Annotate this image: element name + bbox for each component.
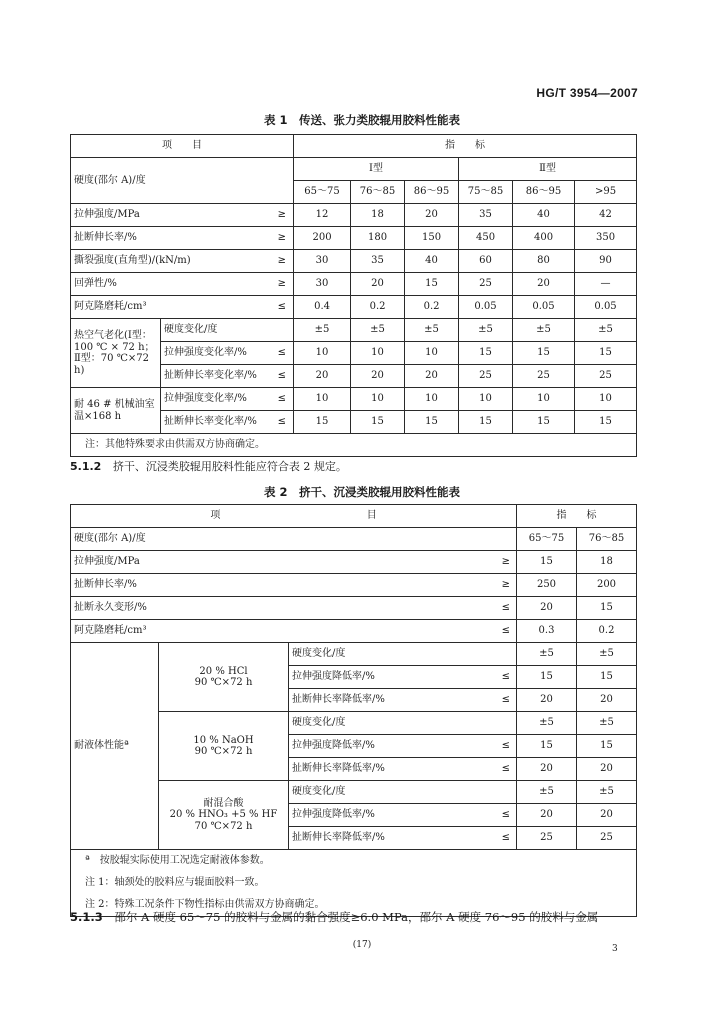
cell-value: 35 bbox=[459, 204, 513, 227]
cell-value: 200 bbox=[577, 574, 637, 597]
table1-title: 表 1 传送、张力类胶辊用胶料性能表 bbox=[263, 113, 460, 127]
row-label: 阿克隆磨耗/cm³ bbox=[71, 620, 464, 643]
row-symbol: ≥ bbox=[464, 551, 517, 574]
table2-note-row bbox=[71, 872, 637, 894]
cell-value: 0.05 bbox=[513, 296, 575, 319]
cell-value: 15 bbox=[405, 411, 459, 434]
row-symbol: ≤ bbox=[464, 804, 517, 827]
table2-index-header: 指 标 bbox=[517, 505, 637, 528]
cell-value: 10 bbox=[459, 388, 513, 411]
cell-value: 0.05 bbox=[459, 296, 513, 319]
row-label: 扯断伸长率降低率/% bbox=[289, 689, 464, 712]
cell-value: 25 bbox=[513, 365, 575, 388]
cell-value: 15 bbox=[517, 735, 577, 758]
table1-range: 65～75 bbox=[294, 181, 351, 204]
cell-value: 15 bbox=[459, 342, 513, 365]
table-row bbox=[71, 204, 637, 227]
cell-value: 35 bbox=[351, 250, 405, 273]
row-label: 硬度变化/度 bbox=[289, 781, 464, 804]
table-row bbox=[71, 296, 637, 319]
table1-range: 75～85 bbox=[459, 181, 513, 204]
cell-value: 15 bbox=[351, 411, 405, 434]
table1-header-row bbox=[71, 135, 637, 158]
cell-value: 250 bbox=[517, 574, 577, 597]
standard-code: HG/T 3954—2007 bbox=[536, 86, 638, 100]
row-label: 阿克隆磨耗/cm³ bbox=[71, 296, 271, 319]
row-label: 拉伸强度变化率/% bbox=[161, 342, 271, 365]
row-label: 硬度变化/度 bbox=[289, 712, 464, 735]
cell-value: 350 bbox=[575, 227, 637, 250]
cell-value: 25 bbox=[459, 365, 513, 388]
cell-value: 0.4 bbox=[294, 296, 351, 319]
cell-value: 10 bbox=[513, 388, 575, 411]
table-row bbox=[71, 643, 637, 666]
cell-value: 15 bbox=[577, 666, 637, 689]
cell-value: 15 bbox=[513, 411, 575, 434]
cell-value: 65～75 bbox=[517, 528, 577, 551]
cell-value: ±5 bbox=[517, 643, 577, 666]
row-label: 拉伸强度降低率/% bbox=[289, 804, 464, 827]
table-row bbox=[71, 528, 637, 551]
cell-value: 40 bbox=[513, 204, 575, 227]
cell-value: — bbox=[575, 273, 637, 296]
table1-note-row bbox=[71, 434, 637, 457]
row-symbol bbox=[464, 781, 517, 804]
cell-value: 80 bbox=[513, 250, 575, 273]
table2-item-header bbox=[71, 505, 517, 528]
cell-value: 20 bbox=[517, 689, 577, 712]
table1-item-header: 项 目 bbox=[71, 135, 294, 158]
cell-value: 15 bbox=[575, 342, 637, 365]
cell-value: 15 bbox=[294, 411, 351, 434]
table-row bbox=[71, 574, 637, 597]
heat-aging-label: 热空气老化(Ⅰ型：100 ℃ × 72 h；Ⅱ型：70 ℃×72 h) bbox=[71, 319, 161, 388]
row-symbol: ≤ bbox=[271, 296, 294, 319]
row-label: 扯断伸长率变化率/% bbox=[161, 411, 271, 434]
row-label: 扯断伸长率/% bbox=[71, 227, 271, 250]
cell-value: 20 bbox=[517, 804, 577, 827]
table-row bbox=[71, 250, 637, 273]
cell-value: 18 bbox=[351, 204, 405, 227]
cell-value: 10 bbox=[351, 342, 405, 365]
medium-name: 20 % HCl bbox=[199, 665, 248, 677]
table1-hardness-label: 硬度(邵尔 A)/度 bbox=[71, 158, 294, 204]
cell-value: ±5 bbox=[575, 319, 637, 342]
cell-value: 150 bbox=[405, 227, 459, 250]
item-header-left: 项 bbox=[210, 510, 221, 522]
row-symbol: ≥ bbox=[271, 204, 294, 227]
cell-value: 15 bbox=[517, 551, 577, 574]
cell-value: 18 bbox=[577, 551, 637, 574]
cell-value: 25 bbox=[517, 827, 577, 850]
clause-text: 挤干、沉浸类胶辊用胶料性能应符合表 2 规定。 bbox=[112, 460, 347, 473]
cell-value: 20 bbox=[577, 804, 637, 827]
row-label: 硬度变化/度 bbox=[289, 643, 464, 666]
table2-header-row bbox=[71, 505, 637, 528]
cell-value: 30 bbox=[294, 250, 351, 273]
cell-value: 42 bbox=[575, 204, 637, 227]
row-symbol bbox=[464, 643, 517, 666]
table-row bbox=[71, 620, 637, 643]
row-symbol: ≤ bbox=[271, 411, 294, 434]
table1-range: 76～85 bbox=[351, 181, 405, 204]
row-label: 拉伸强度/MPa bbox=[71, 551, 464, 574]
cell-value: ±5 bbox=[577, 781, 637, 804]
row-label: 扯断伸长率变化率/% bbox=[161, 365, 271, 388]
cell-value: 20 bbox=[577, 689, 637, 712]
cell-value: 25 bbox=[459, 273, 513, 296]
cell-value: 60 bbox=[459, 250, 513, 273]
page-number: (17) bbox=[352, 940, 372, 950]
cell-value: 40 bbox=[405, 250, 459, 273]
cell-value: 0.2 bbox=[577, 620, 637, 643]
medium-name: 10 % NaOH bbox=[193, 734, 254, 746]
row-label: 扯断伸长率降低率/% bbox=[289, 827, 464, 850]
cell-value: ±5 bbox=[517, 712, 577, 735]
cell-value: 90 bbox=[575, 250, 637, 273]
medium-hcl bbox=[159, 643, 289, 712]
cell-value: 15 bbox=[405, 273, 459, 296]
row-symbol: ≥ bbox=[271, 227, 294, 250]
cell-value: ±5 bbox=[459, 319, 513, 342]
row-label: 拉伸强度变化率/% bbox=[161, 388, 271, 411]
table2 bbox=[70, 504, 637, 917]
row-symbol bbox=[271, 319, 294, 342]
cell-value: 15 bbox=[517, 666, 577, 689]
cell-value: 0.2 bbox=[351, 296, 405, 319]
table-row bbox=[71, 273, 637, 296]
table-row bbox=[71, 551, 637, 574]
table2-note: 注 2：特殊工况条件下物性指标由供需双方协商确定。 bbox=[71, 894, 637, 917]
row-symbol: ≤ bbox=[464, 827, 517, 850]
clause-text: 邵尔 A 硬度 65～75 的胶料与金属的黏合强度≥6.0 MPa，邵尔 A 硬度 76～95 的胶料与金属 bbox=[114, 910, 599, 924]
row-symbol bbox=[464, 712, 517, 735]
table1-index-header: 指 标 bbox=[294, 135, 637, 158]
cell-value: 10 bbox=[405, 342, 459, 365]
table1-type2-header: Ⅱ型 bbox=[459, 158, 637, 181]
table-row bbox=[71, 388, 637, 411]
cell-value: 0.2 bbox=[405, 296, 459, 319]
medium-mixed-acid bbox=[159, 781, 289, 850]
cell-value: 200 bbox=[294, 227, 351, 250]
table-row bbox=[71, 597, 637, 620]
cell-value: 20 bbox=[294, 365, 351, 388]
cell-value: 20 bbox=[405, 365, 459, 388]
table1-note: 注：其他特殊要求由供需双方协商确定。 bbox=[71, 434, 637, 457]
cell-value: 10 bbox=[294, 342, 351, 365]
table1-range: >95 bbox=[575, 181, 637, 204]
cell-value: 10 bbox=[351, 388, 405, 411]
cell-value: 10 bbox=[405, 388, 459, 411]
table2-title: 表 2 挤干、沉浸类胶辊用胶料性能表 bbox=[263, 485, 460, 499]
cell-value: 180 bbox=[351, 227, 405, 250]
row-label: 扯断伸长率/% bbox=[71, 574, 464, 597]
row-symbol: ≥ bbox=[271, 250, 294, 273]
row-label: 拉伸强度降低率/% bbox=[289, 735, 464, 758]
row-label: 扯断永久变形/% bbox=[71, 597, 464, 620]
row-label: 回弹性/% bbox=[71, 273, 271, 296]
cell-value: 20 bbox=[517, 597, 577, 620]
medium-condition: 90 ℃×72 h bbox=[194, 677, 253, 688]
table-row bbox=[71, 227, 637, 250]
cell-value: ±5 bbox=[577, 712, 637, 735]
cell-value: ±5 bbox=[294, 319, 351, 342]
row-symbol: ≥ bbox=[464, 574, 517, 597]
cell-value: 25 bbox=[575, 365, 637, 388]
clause-number: 5.1.2 bbox=[70, 460, 102, 473]
row-label: 撕裂强度(直角型)/(kN/m) bbox=[71, 250, 271, 273]
cell-value: 10 bbox=[575, 388, 637, 411]
cell-value: 0.05 bbox=[575, 296, 637, 319]
medium-condition: 70 ℃×72 h bbox=[194, 820, 253, 832]
row-symbol: ≤ bbox=[271, 365, 294, 388]
cell-value: 20 bbox=[351, 273, 405, 296]
cell-value: 15 bbox=[575, 411, 637, 434]
row-symbol: ≥ bbox=[271, 273, 294, 296]
cell-value: 15 bbox=[513, 342, 575, 365]
table1-type1-header: Ⅰ型 bbox=[294, 158, 459, 181]
medium-condition: 90 ℃×72 h bbox=[194, 746, 253, 757]
row-symbol: ≤ bbox=[464, 735, 517, 758]
cell-value: 400 bbox=[513, 227, 575, 250]
cell-value: 20 bbox=[517, 758, 577, 781]
cell-value: 20 bbox=[513, 273, 575, 296]
row-symbol: ≤ bbox=[464, 666, 517, 689]
row-label: 硬度变化/度 bbox=[161, 319, 271, 342]
cell-value: 20 bbox=[351, 365, 405, 388]
row-symbol: ≤ bbox=[464, 758, 517, 781]
cell-value: 76～85 bbox=[577, 528, 637, 551]
cell-value: 30 bbox=[294, 273, 351, 296]
clause-5-1-2 bbox=[70, 458, 347, 474]
medium-name: 耐混合酸 bbox=[203, 797, 244, 809]
cell-value: 15 bbox=[577, 735, 637, 758]
table1-range: 86～95 bbox=[513, 181, 575, 204]
cell-value: 0.3 bbox=[517, 620, 577, 643]
clause-number: 5.1.3 bbox=[70, 910, 103, 924]
cell-value: 12 bbox=[294, 204, 351, 227]
table1 bbox=[70, 134, 637, 457]
row-label: 拉伸强度/MPa bbox=[71, 204, 271, 227]
cell-value: 15 bbox=[577, 597, 637, 620]
cell-value: 450 bbox=[459, 227, 513, 250]
row-label: 拉伸强度降低率/% bbox=[289, 666, 464, 689]
medium-composition: 20 % HNO₃ +5 % HF bbox=[169, 809, 278, 821]
table2-note-row bbox=[71, 850, 637, 873]
clause-5-1-3 bbox=[70, 909, 598, 925]
row-symbol: ≤ bbox=[464, 620, 517, 643]
sheet-number: 3 bbox=[612, 944, 618, 954]
cell-value: 20 bbox=[405, 204, 459, 227]
row-label: 扯断伸长率降低率/% bbox=[289, 758, 464, 781]
table2-note: ª 按胶辊实际使用工况选定耐液体参数。 bbox=[71, 850, 637, 873]
cell-value: ±5 bbox=[513, 319, 575, 342]
cell-value: 15 bbox=[459, 411, 513, 434]
cell-value: ±5 bbox=[405, 319, 459, 342]
table2-note: 注 1：轴颈处的胶料应与辊面胶料一致。 bbox=[71, 872, 637, 894]
medium-naoh bbox=[159, 712, 289, 781]
oil-resistance-label: 耐 46 # 机械油室温×168 h bbox=[71, 388, 161, 434]
item-header-right: 目 bbox=[366, 510, 377, 522]
table1-type-row bbox=[71, 158, 637, 181]
row-symbol: ≤ bbox=[271, 342, 294, 365]
row-label: 硬度(邵尔 A)/度 bbox=[71, 528, 517, 551]
table1-range: 86～95 bbox=[405, 181, 459, 204]
cell-value: 25 bbox=[577, 827, 637, 850]
row-symbol: ≤ bbox=[271, 388, 294, 411]
cell-value: 10 bbox=[294, 388, 351, 411]
table-row bbox=[71, 319, 637, 342]
liquid-resistance-label: 耐液体性能ª bbox=[71, 643, 159, 850]
cell-value: ±5 bbox=[517, 781, 577, 804]
cell-value: 20 bbox=[577, 758, 637, 781]
row-symbol: ≤ bbox=[464, 689, 517, 712]
cell-value: ±5 bbox=[351, 319, 405, 342]
cell-value: ±5 bbox=[577, 643, 637, 666]
row-symbol: ≤ bbox=[464, 597, 517, 620]
